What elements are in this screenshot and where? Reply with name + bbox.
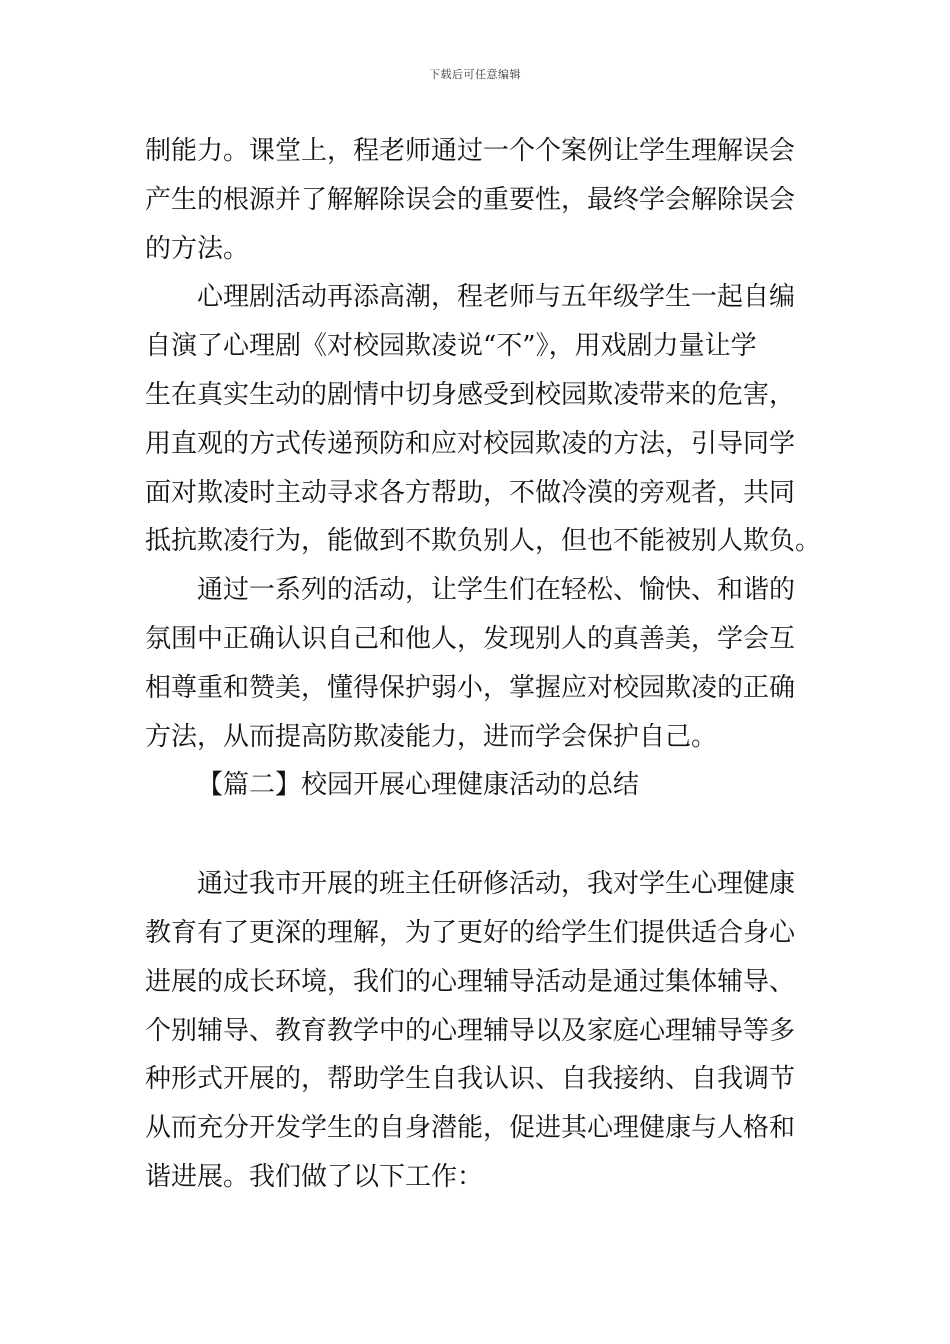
paragraph [145, 127, 807, 273]
text-line: 心理剧活动再添高潮，程老师与五年级学生一起自编 [197, 282, 796, 313]
text-line: 从而充分开发学生的自身潜能，促进其心理健康与人格和 [145, 1113, 796, 1144]
page-header-note: 下载后可任意编辑 [429, 68, 521, 81]
text-line: 方法，从而提高防欺凌能力，进而学会保护自己。 [145, 721, 718, 752]
text-line: 产生的根源并了解解除误会的重要性，最终学会解除误会 [145, 184, 796, 215]
text-line: 教育有了更深的理解，为了更好的给学生们提供适合身心 [145, 917, 796, 948]
text-line: 谐进展。我们做了以下工作： [145, 1161, 484, 1192]
text-line: 氛围中正确认识自己和他人，发现别人的真善美，学会互 [145, 623, 796, 654]
blank-gap [145, 810, 807, 860]
section-heading: 【篇二】校园开展心理健康活动的总结 [197, 770, 640, 801]
text-line: 的方法。 [145, 233, 250, 264]
text-line: 通过我市开展的班主任研修活动，我对学生心理健康 [197, 869, 796, 900]
paragraph [145, 273, 822, 566]
paragraph [145, 860, 807, 1202]
text-line: 抵抗欺凌行为，能做到不欺负别人，但也不能被别人欺负。 [145, 526, 822, 557]
text-line: 通过一系列的活动，让学生们在轻松、愉快、和谐的 [197, 575, 796, 606]
text-line: 生在真实生动的剧情中切身感受到校园欺凌带来的危害， [145, 379, 796, 410]
paragraph [145, 566, 807, 761]
text-line: 个别辅导、教育教学中的心理辅导以及家庭心理辅导等多 [145, 1015, 796, 1046]
document-body [145, 127, 822, 1202]
text-line: 相尊重和赞美，懂得保护弱小，掌握应对校园欺凌的正确 [145, 672, 796, 703]
text-line: 种形式开展的，帮助学生自我认识、自我接纳、自我调节 [145, 1064, 796, 1095]
text-line: 制能力。课堂上，程老师通过一个个案例让学生理解误会 [145, 136, 796, 166]
text-line: 进展的成长环境，我们的心理辅导活动是通过集体辅导、 [145, 966, 796, 997]
text-line: 自演了心理剧《对校园欺凌说“不”》，用戏剧力量让学 [145, 331, 757, 362]
text-line: 用直观的方式传递预防和应对校园欺凌的方法，引导同学 [145, 428, 796, 459]
text-line: 面对欺凌时主动寻求各方帮助，不做冷漠的旁观者，共同 [145, 477, 796, 508]
